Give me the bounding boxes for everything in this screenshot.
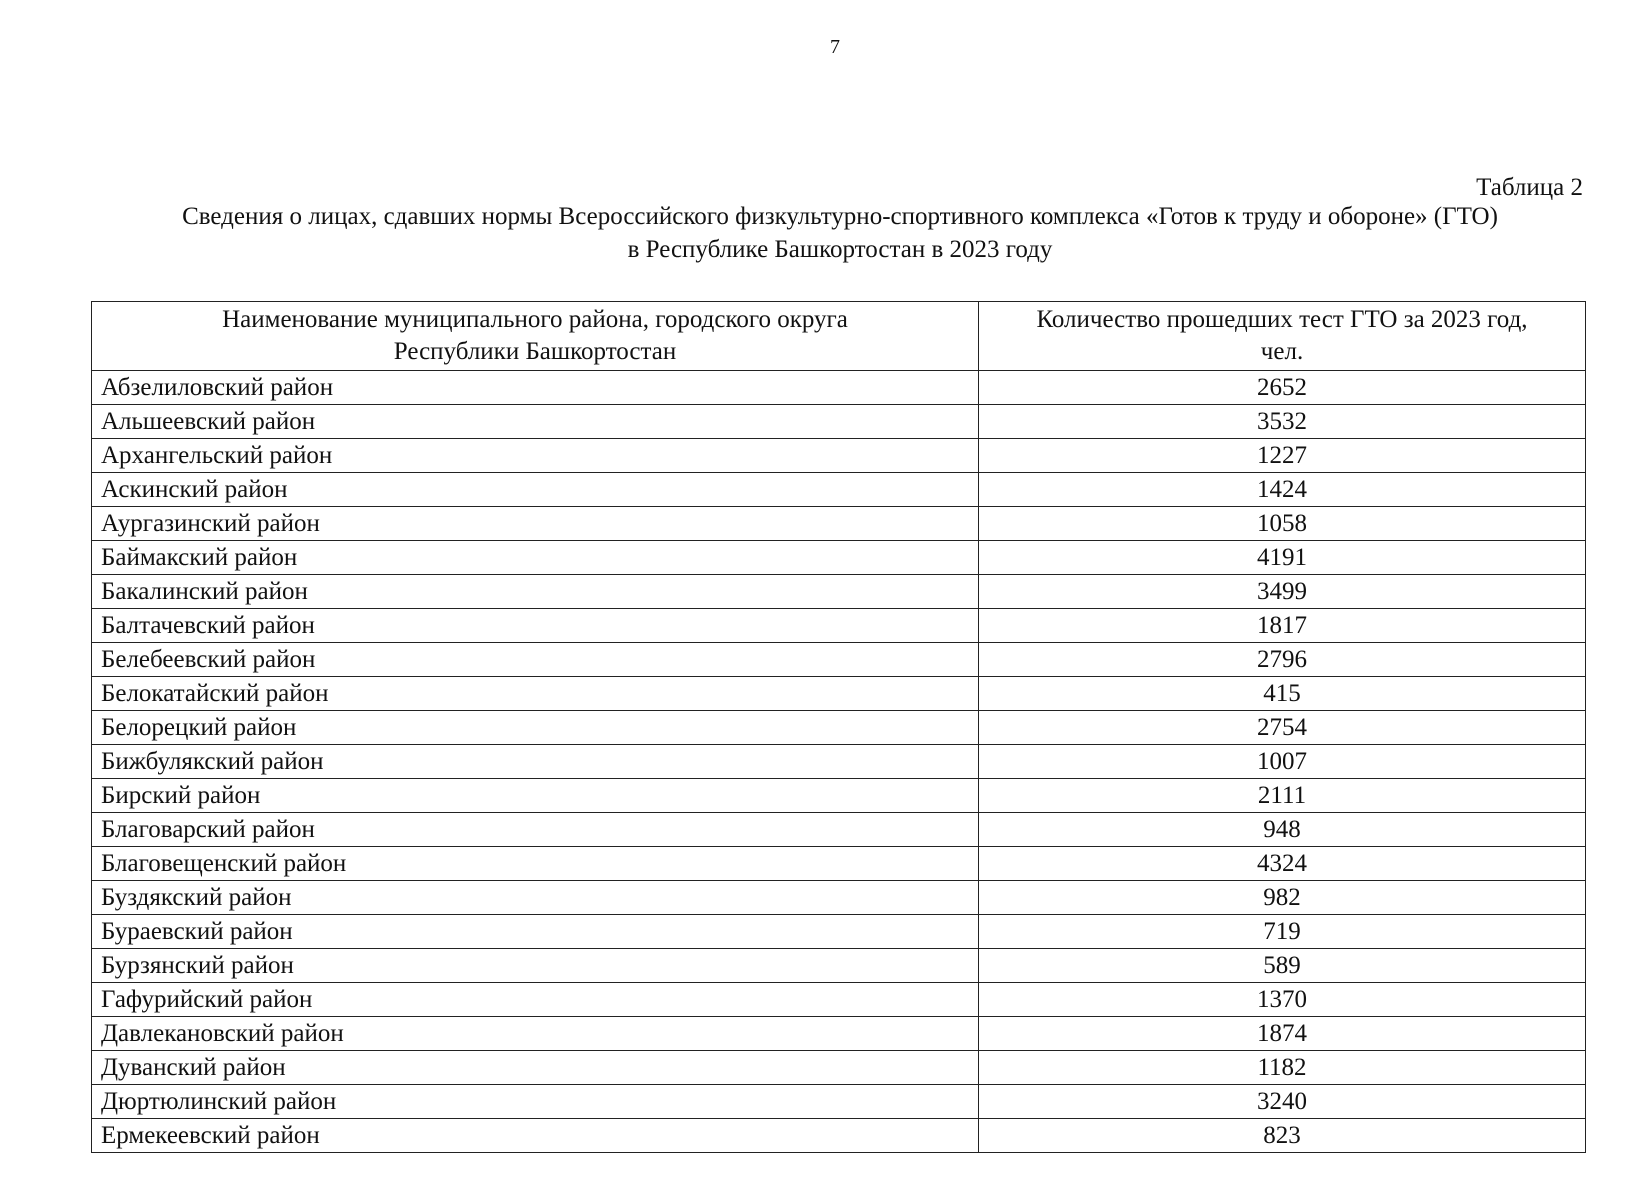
district-name-cell: Гафурийский район [92,983,979,1017]
table-header-row [92,302,1586,371]
document-title [100,200,1580,266]
table-body [92,371,1586,1153]
title-line-1: Сведения о лицах, сдавших нормы Всероссийского физкультурно-спортивного комплекса «Готов к труду и обороне» (ГТО) [182,203,1498,230]
table-label: Таблица 2 [1476,174,1583,201]
participants-count-cell: 1424 [979,473,1586,507]
table-row [92,915,1586,949]
table-row [92,371,1586,405]
participants-count-cell: 4191 [979,541,1586,575]
page-number: 7 [830,36,840,58]
participants-count-cell: 2796 [979,643,1586,677]
participants-count-cell: 3240 [979,1085,1586,1119]
district-name-cell: Дюртюлинский район [92,1085,979,1119]
header-district-name-line-1: Наименование муниципального района, городского округа [222,306,848,333]
participants-count-cell: 2111 [979,779,1586,813]
participants-count-cell: 1182 [979,1051,1586,1085]
district-name-cell: Белебеевский район [92,643,979,677]
table-row [92,847,1586,881]
table-row [92,643,1586,677]
district-name-cell: Бижбулякский район [92,745,979,779]
participants-count-cell: 589 [979,949,1586,983]
district-name-cell: Бирский район [92,779,979,813]
participants-count-cell: 948 [979,813,1586,847]
district-name-cell: Альшеевский район [92,405,979,439]
table-row [92,575,1586,609]
participants-count-cell: 3499 [979,575,1586,609]
district-name-cell: Абзелиловский район [92,371,979,405]
participants-count-cell: 719 [979,915,1586,949]
district-name-cell: Ермекеевский район [92,1119,979,1153]
participants-count-cell: 1007 [979,745,1586,779]
participants-count-cell: 1874 [979,1017,1586,1051]
district-name-cell: Дуванский район [92,1051,979,1085]
table-row [92,677,1586,711]
participants-count-cell: 4324 [979,847,1586,881]
participants-count-cell: 982 [979,881,1586,915]
table-row [92,405,1586,439]
table-row [92,813,1586,847]
table-row [92,541,1586,575]
participants-count-cell: 1817 [979,609,1586,643]
table-row [92,1085,1586,1119]
table-row [92,507,1586,541]
table-row [92,473,1586,507]
district-name-cell: Архангельский район [92,439,979,473]
participants-count-cell: 823 [979,1119,1586,1153]
table-row [92,1017,1586,1051]
header-participants-count-line-2: чел. [1260,338,1304,365]
header-district-name-line-2: Республики Башкортостан [393,338,677,365]
table-row [92,609,1586,643]
district-name-cell: Благоварский район [92,813,979,847]
gto-results-table [91,301,1586,1153]
district-name-cell: Благовещенский район [92,847,979,881]
table-row [92,745,1586,779]
district-name-cell: Бураевский район [92,915,979,949]
table-row [92,439,1586,473]
district-name-cell: Давлекановский район [92,1017,979,1051]
district-name-cell: Буздякский район [92,881,979,915]
participants-count-cell: 1058 [979,507,1586,541]
district-name-cell: Балтачевский район [92,609,979,643]
title-line-2: в Республике Башкортостан в 2023 году [627,236,1053,263]
table-row [92,881,1586,915]
header-district-name [92,302,979,371]
district-name-cell: Белорецкий район [92,711,979,745]
table-row [92,983,1586,1017]
district-name-cell: Бурзянский район [92,949,979,983]
participants-count-cell: 2754 [979,711,1586,745]
header-participants-count-line-1: Количество прошедших тест ГТО за 2023 год, [1036,306,1528,333]
participants-count-cell: 3532 [979,405,1586,439]
district-name-cell: Белокатайский район [92,677,979,711]
table-row [92,711,1586,745]
table-row [92,1119,1586,1153]
district-name-cell: Баймакский район [92,541,979,575]
district-name-cell: Аургазинский район [92,507,979,541]
participants-count-cell: 2652 [979,371,1586,405]
participants-count-cell: 415 [979,677,1586,711]
district-name-cell: Бакалинский район [92,575,979,609]
table-row [92,949,1586,983]
table-row [92,1051,1586,1085]
participants-count-cell: 1227 [979,439,1586,473]
participants-count-cell: 1370 [979,983,1586,1017]
district-name-cell: Аскинский район [92,473,979,507]
table-row [92,779,1586,813]
header-participants-count [979,302,1586,371]
